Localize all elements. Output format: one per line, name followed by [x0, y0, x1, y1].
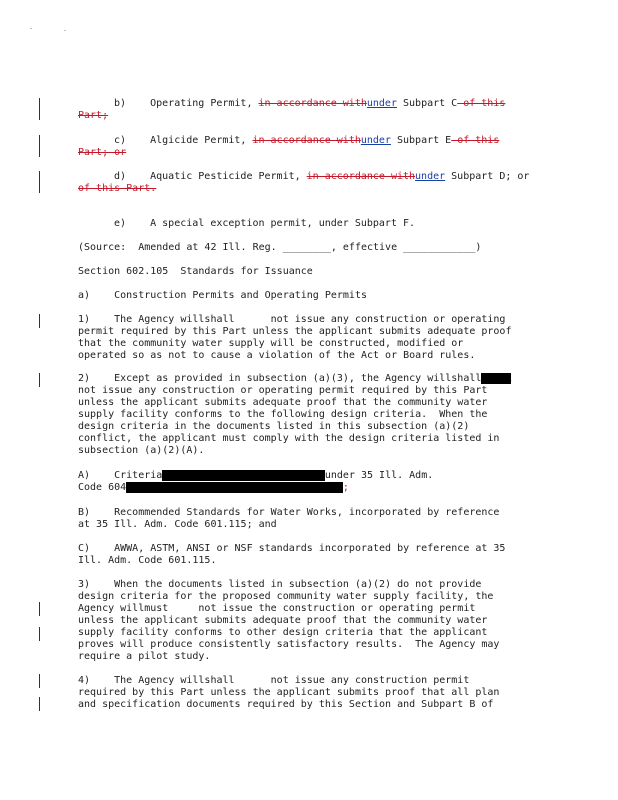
para2-line4: supply facility conforms to the following design criteria. When the — [78, 409, 488, 420]
scan-speck — [64, 30, 66, 31]
para3-line2: design criteria for the proposed community water supply facility, the — [78, 591, 494, 602]
section-heading: Section 602.105 Standards for Issuance — [78, 266, 313, 277]
item-B-line2: at 35 Ill. Adm. Code 601.115; and — [78, 519, 277, 530]
item-A-line1: A) CriteriaXXXXXXXXXXXXXXXXXXXXXXXXXXXunder 35 Ill. Adm. — [78, 470, 434, 481]
scan-speck — [30, 28, 32, 29]
para4-line2: required by this Part unless the applicant submits proof that all plan — [78, 687, 500, 698]
para2-line1: 2) Except as provided in subsection (a)(3), the Agency willshallXXXXX — [78, 373, 512, 384]
para1-line4: operated so as not to cause a violation of the Act or Board rules. — [78, 350, 476, 361]
change-bar — [39, 373, 40, 387]
para2-line6: conflict, the applicant must comply with the design criteria listed in — [78, 433, 500, 444]
para1-line1: 1) The Agency willshall not issue any construction or operating — [78, 314, 506, 325]
item-A-line2: Code 604XXXXXXXXXXXXXXXXXXXXXXXXXXXXXXXXXXXX; — [78, 482, 349, 493]
para4-line3: and specification documents required by this Section and Subpart B of — [78, 699, 494, 710]
change-bar — [39, 98, 40, 120]
para2-line5: design criteria in the documents listed in this subsection (a)(2) — [78, 421, 470, 432]
para2-line7: subsection (a)(2)(A). — [78, 445, 205, 456]
change-bar — [39, 171, 40, 193]
item-b-line1: b) Operating Permit, in accordance withunder Subpart C of this — [114, 98, 506, 109]
item-B-line1: B) Recommended Standards for Water Works, incorporated by reference — [78, 507, 500, 518]
change-bar — [39, 697, 40, 711]
source-note: (Source: Amended at 42 Ill. Reg. ________, effective ____________) — [78, 242, 482, 253]
para4-line1: 4) The Agency willshall not issue any construction permit — [78, 675, 470, 686]
item-C-line1: C) AWWA, ASTM, ANSI or NSF standards incorporated by reference at 35 — [78, 543, 506, 554]
para3-line7: require a pilot study. — [78, 651, 211, 662]
item-C-line2: Ill. Adm. Code 601.115. — [78, 555, 217, 566]
change-bar — [39, 135, 40, 157]
para3-line4: unless the applicant submits adequate proof that the community water — [78, 615, 488, 626]
item-e: e) A special exception permit, under Subpart F. — [114, 218, 416, 229]
item-c-line1: c) Algicide Permit, in accordance withunder Subpart E of this — [114, 135, 500, 146]
change-bar — [39, 314, 40, 328]
change-bar — [39, 674, 40, 688]
item-d-line2: of this Part. — [78, 183, 157, 194]
para1-line2: permit required by this Part unless the applicant submits adequate proof — [78, 326, 512, 337]
item-b-line2: Part; — [78, 110, 109, 121]
item-c-line2: Part; or — [78, 147, 127, 158]
item-d-line1: d) Aquatic Pesticide Permit, in accordance withunder Subpart D; or — [114, 171, 530, 182]
para2-line2: not issue any construction or operating permit required by this Part — [78, 385, 488, 396]
para3-line6: proves will produce consistently satisfactory results. The Agency may — [78, 639, 500, 650]
para1-line3: that the community water supply will be constructed, modified or — [78, 338, 464, 349]
para3-line5: supply facility conforms to other design criteria that the applicant — [78, 627, 488, 638]
change-bar — [39, 602, 40, 616]
para3-line1: 3) When the documents listed in subsection (a)(2) do not provide — [78, 579, 482, 590]
change-bar — [39, 627, 40, 641]
para2-line3: unless the applicant submits adequate proof that the community water — [78, 397, 488, 408]
para3-line3: Agency willmust not issue the construction or operating permit — [78, 603, 476, 614]
subsection-a-heading: a) Construction Permits and Operating Permits — [78, 290, 367, 301]
